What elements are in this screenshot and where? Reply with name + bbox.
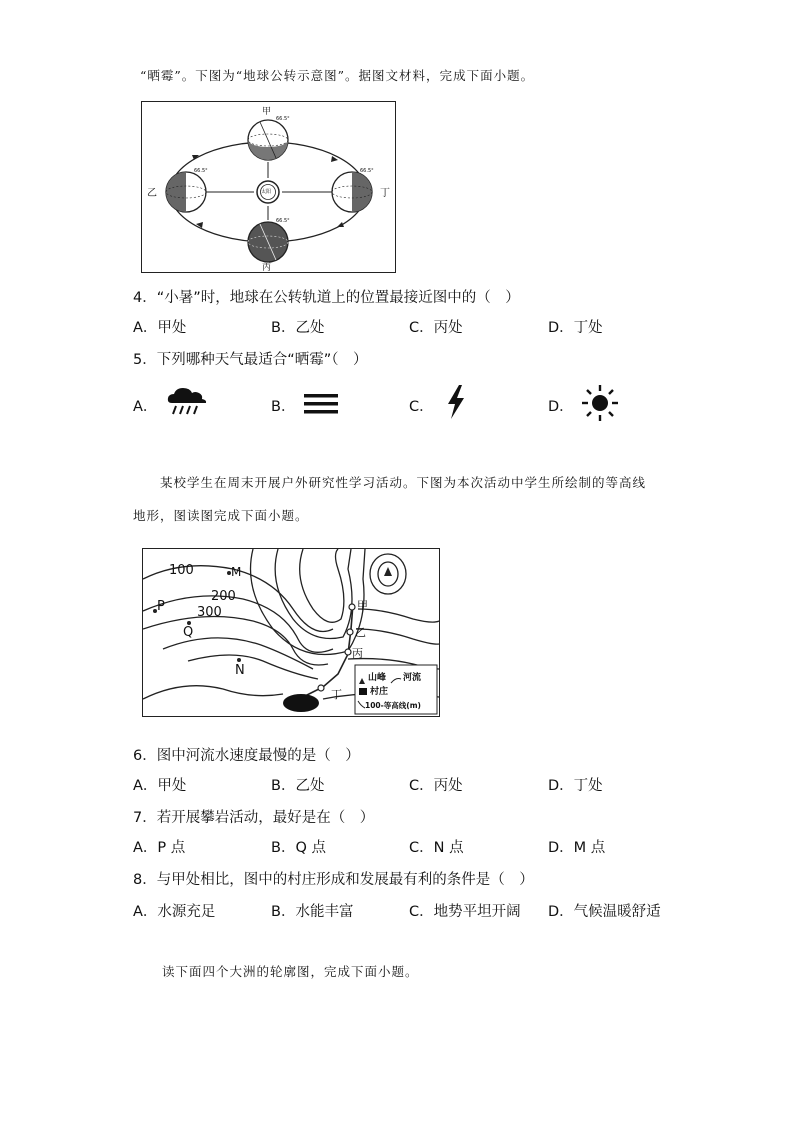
q7-option-d[interactable]: D．M 点 xyxy=(548,840,606,856)
angle-mark-right: 66.5° xyxy=(360,168,374,174)
river-label-ding: 丁 xyxy=(331,688,342,701)
q6-option-d[interactable]: D．丁处 xyxy=(548,778,603,794)
point-label-m: M xyxy=(231,565,242,579)
orbit-label-yi: 乙 xyxy=(147,188,157,199)
q7-stem: 7．若开展攀岩活动，最好是在（ ） xyxy=(133,810,375,826)
intro-text-2b: 地形，图读图完成下面小题。 xyxy=(133,508,309,523)
sun-label: 太阳 xyxy=(261,189,272,195)
orbit-label-jia: 甲 xyxy=(262,107,272,117)
q4-option-b[interactable]: B．乙处 xyxy=(271,320,325,336)
q7-option-b[interactable]: B．Q 点 xyxy=(271,840,326,856)
river-label-yi: 乙 xyxy=(355,626,366,639)
q8-stem: 8．与甲处相比，图中的村庄形成和发展最有利的条件是（ ） xyxy=(133,872,534,888)
contour-map-figure xyxy=(142,548,440,717)
fog-icon xyxy=(302,390,340,418)
q8-option-d[interactable]: D．气候温暖舒适 xyxy=(548,904,661,920)
intro-text-3: 读下面四个大洲的轮廓图，完成下面小题。 xyxy=(162,964,419,979)
legend-contour-label: 100-等高线(m) xyxy=(365,701,421,710)
legend-peak-label: 山峰 xyxy=(368,673,387,683)
q4-stem: 4．“小暑”时，地球在公转轨道上的位置最接近图中的（ ） xyxy=(133,290,520,306)
river-label-jia: 甲 xyxy=(357,599,368,612)
q6-option-a[interactable]: A．甲处 xyxy=(133,778,187,794)
q4-option-d[interactable]: D．丁处 xyxy=(548,320,603,336)
q4-option-c[interactable]: C．丙处 xyxy=(409,320,463,336)
q8-option-c[interactable]: C．地势平坦开阔 xyxy=(409,904,521,920)
angle-mark-left: 66.5° xyxy=(194,168,208,174)
q5-option-c[interactable]: C． xyxy=(409,399,434,415)
intro-text-1: “晒霉”。下图为“地球公转示意图”。据图文材料，完成下面小题。 xyxy=(140,68,535,83)
legend-river-label: 河流 xyxy=(403,673,422,683)
sun-icon xyxy=(580,384,620,422)
rain-cloud-icon xyxy=(166,386,210,418)
contour-label-200: 200 xyxy=(211,589,236,604)
q5-option-a[interactable]: A． xyxy=(133,399,158,415)
q5-option-d[interactable]: D． xyxy=(548,399,574,415)
point-label-p: P xyxy=(157,599,165,614)
angle-mark-top: 66.5° xyxy=(276,116,290,122)
q5-stem: 5．下列哪种天气最适合“晒霉”（ ） xyxy=(133,352,368,368)
q6-option-b[interactable]: B．乙处 xyxy=(271,778,325,794)
q6-stem: 6．图中河流水速度最慢的是（ ） xyxy=(133,748,360,764)
q7-option-a[interactable]: A．P 点 xyxy=(133,840,186,856)
q5-option-b[interactable]: B． xyxy=(271,399,296,415)
river-label-bing: 丙 xyxy=(352,647,363,660)
q4-option-a[interactable]: A．甲处 xyxy=(133,320,187,336)
q6-option-c[interactable]: C．丙处 xyxy=(409,778,463,794)
point-label-q: Q xyxy=(183,625,194,640)
intro-text-2a: 某校学生在周末开展户外研究性学习活动。下图为本次活动中学生所绘制的等高线 xyxy=(160,475,647,490)
earth-orbit-figure xyxy=(141,101,396,273)
orbit-label-bing: 丙 xyxy=(262,263,272,273)
orbit-label-ding: 丁 xyxy=(380,188,390,199)
q8-option-b[interactable]: B．水能丰富 xyxy=(271,904,354,920)
q7-option-c[interactable]: C．N 点 xyxy=(409,840,464,856)
angle-mark-bottom: 66.5° xyxy=(276,218,290,224)
contour-label-300: 300 xyxy=(197,605,222,620)
legend-village-label: 村庄 xyxy=(370,687,389,697)
contour-label-100: 100 xyxy=(169,563,194,578)
lightning-icon xyxy=(444,384,468,420)
q8-option-a[interactable]: A．水源充足 xyxy=(133,904,216,920)
point-label-n: N xyxy=(235,663,245,678)
